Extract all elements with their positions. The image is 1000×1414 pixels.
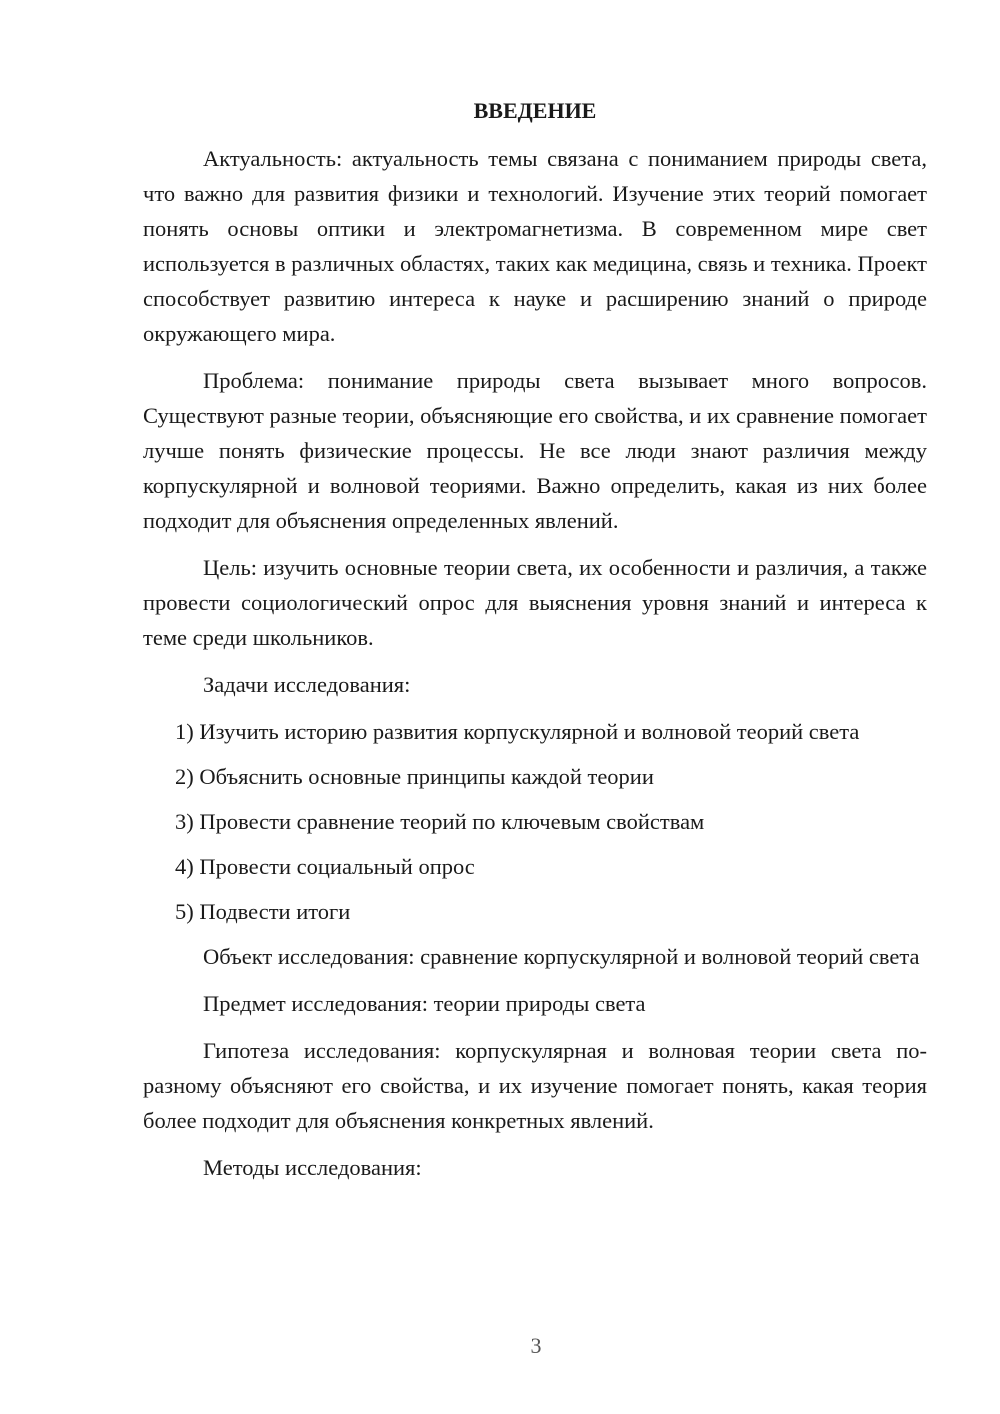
paragraph-object: Объект исследования: сравнение корпускулярной и волновой теорий света bbox=[203, 944, 920, 969]
page-content bbox=[143, 96, 927, 1197]
paragraph-goal: Цель: изучить основные теории света, их особенности и различия, а также провести социологический опрос для выяснения уровня знаний и интереса к теме среди школьников. bbox=[143, 555, 927, 650]
task-item-1: 1) Изучить историю развития корпускулярной и волновой теорий света bbox=[175, 719, 860, 744]
page-number: 3 bbox=[530, 1333, 542, 1358]
paragraph-relevance: Актуальность: актуальность темы связана с пониманием природы света, что важно для развития физики и технологий. Изучение этих теорий помогает понять основы оптики и электромагнетизма. В современном мире свет используется в различных областях, таких как медицина, связь и техника. Проект способствует развитию интереса к науке и расширению знаний о природе окружающего мира. bbox=[143, 146, 927, 346]
task-item-4: 4) Провести социальный опрос bbox=[175, 854, 475, 879]
task-item-2: 2) Объяснить основные принципы каждой теории bbox=[175, 764, 654, 789]
task-item-5: 5) Подвести итоги bbox=[175, 899, 351, 924]
section-title: ВВЕДЕНИЕ bbox=[473, 98, 597, 123]
paragraph-methods: Методы исследования: bbox=[203, 1155, 422, 1180]
tasks-heading: Задачи исследования: bbox=[203, 672, 411, 697]
paragraph-subject: Предмет исследования: теории природы света bbox=[203, 991, 646, 1016]
task-item-3: 3) Провести сравнение теорий по ключевым свойствам bbox=[175, 809, 705, 834]
paragraph-hypothesis: Гипотеза исследования: корпускулярная и волновая теории света по-разному объясняют его свойства, и их изучение помогает понять, какая теория более подходит для объяснения конкретных явлений. bbox=[143, 1038, 927, 1133]
paragraph-problem: Проблема: понимание природы света вызывает много вопросов. Существуют разные теории, объясняющие его свойства, и их сравнение помогает лучше понять физические процессы. Не все люди знают различия между корпускулярной и волновой теориями. Важно определить, какая из них более подходит для объяснения определенных явлений. bbox=[143, 368, 927, 533]
